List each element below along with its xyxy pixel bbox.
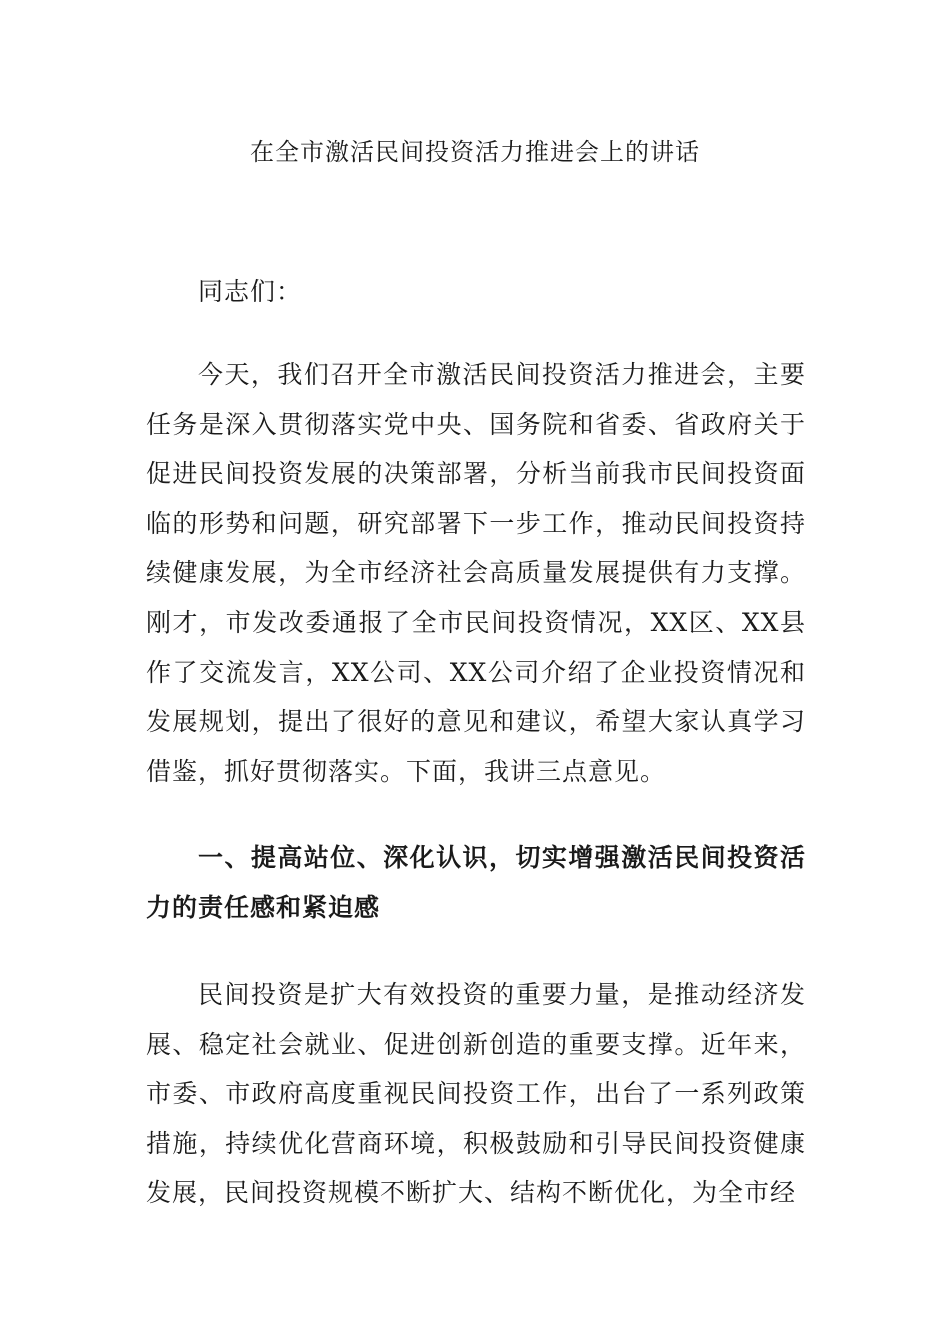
document-title: 在全市激活民间投资活力推进会上的讲话 [250, 138, 700, 166]
paragraph-section-1: 民间投资是扩大有效投资的重要力量，是推动经济发展、稳定社会就业、促进创新创造的重要支撑。近年来，市委、市政府高度重视民间投资工作，出台了一系列政策措施，持续优化营商环境，积极鼓励和引导民间投资健康发展，民间投资规模不断扩大、结构不断优化，为全市经 [146, 980, 806, 1208]
salutation: 同志们： [198, 277, 303, 306]
section-heading-1: 一、提高站位、深化认识，切实增强激活民间投资活力的责任感和紧迫感 [146, 843, 806, 922]
paragraph-intro: 今天，我们召开全市激活民间投资活力推进会，主要任务是深入贯彻落实党中央、国务院和省委、省政府关于促进民间投资发展的决策部署，分析当前我市民间投资面临的形势和问题，研究部署下一步工作，推动民间投资持续健康发展，为全市经济社会高质量发展提供有力支撑。刚才，市发改委通报了全市民间投资情况，XX区、XX县作了交流发言，XX公司、XX公司介绍了企业投资情况和发展规划，提出了很好的意见和建议，希望大家认真学习借鉴，抓好贯彻落实。下面，我讲三点意见。 [146, 360, 806, 786]
